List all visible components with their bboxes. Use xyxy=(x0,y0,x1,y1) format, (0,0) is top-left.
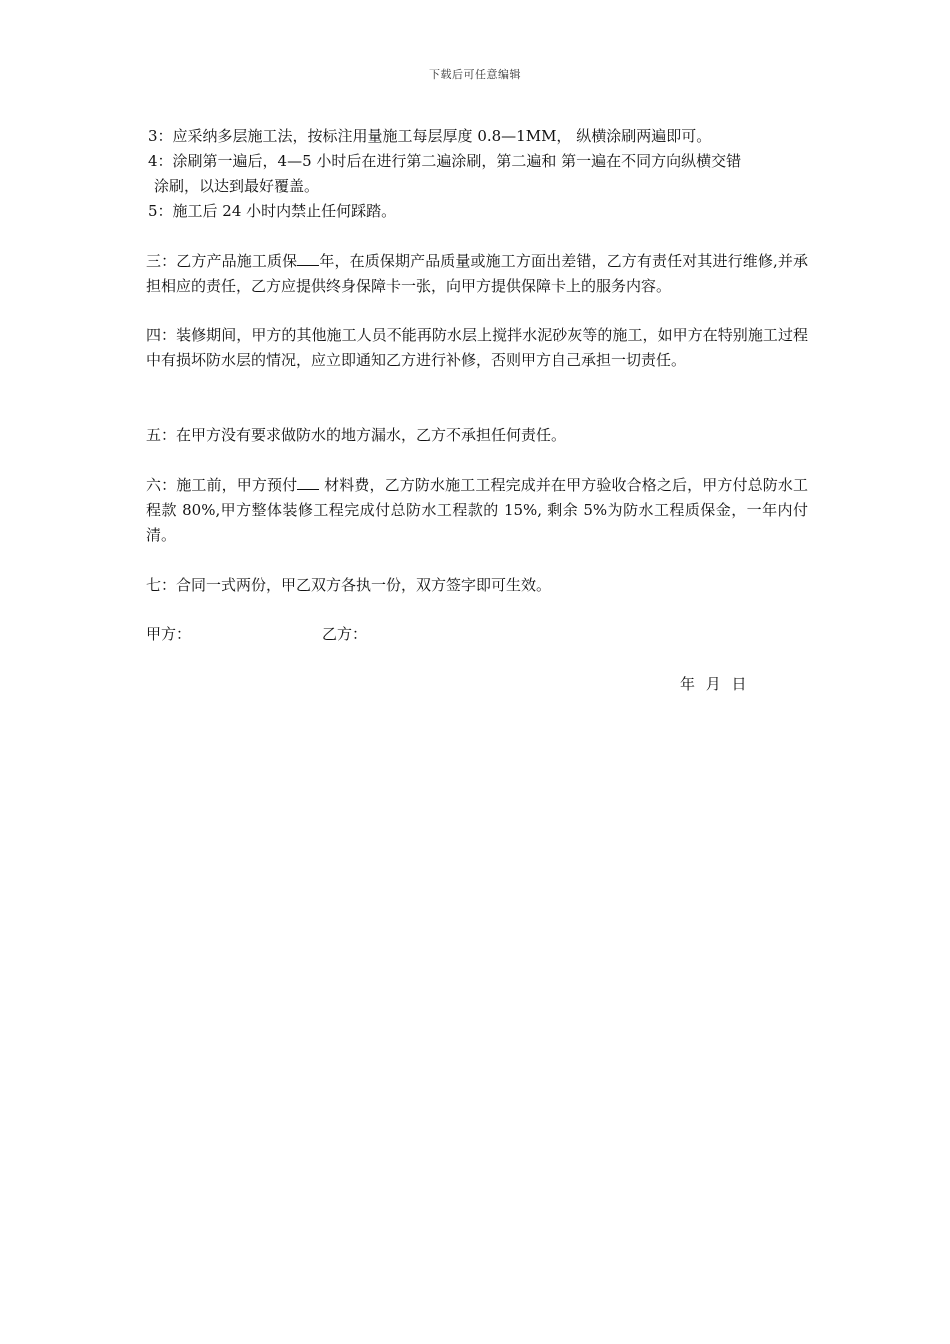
party-b-label: 乙方： xyxy=(322,625,368,643)
warranty-years-blank xyxy=(297,251,319,266)
clause-four-text: 四：装修期间，甲方的其他施工人员不能再防水层上搅拌水泥砂灰等的施工，如甲方在特别施工过程中有损坏防水层的情况，应立即通知乙方进行补修，否则甲方自己承担一切责任。 xyxy=(146,326,808,369)
prepayment-blank xyxy=(297,475,319,490)
clause-three-rest: 年，在质保期产品质量或施工方面出差错，乙方有责任对其进行维修,并承担相应的责任，乙方应提供终身保障卡一张，向甲方提供保障卡上的服务内容。 xyxy=(146,252,808,295)
clause-five-text: 五：在甲方没有要求做防水的地方漏水，乙方不承担任何责任。 xyxy=(146,426,567,444)
header-note: 下载后可任意编辑 xyxy=(429,68,521,81)
clause-three xyxy=(146,249,808,299)
clause-seven xyxy=(146,573,808,598)
construction-steps xyxy=(146,124,810,224)
party-a-label: 甲方： xyxy=(146,625,192,643)
signature-row xyxy=(146,622,367,647)
clause-three-start: 三：乙方产品施工质保 xyxy=(146,252,298,270)
date-line: 年 月 日 xyxy=(680,675,747,693)
step-4-line-2: 涂刷，以达到最好覆盖。 xyxy=(154,177,320,195)
step-5: 5：施工后 24 小时内禁止任何踩踏。 xyxy=(148,202,397,220)
clause-six-start: 六：施工前，甲方预付 xyxy=(146,476,298,494)
clause-seven-text: 七：合同一式两份，甲乙双方各执一份，双方签字即可生效。 xyxy=(146,576,552,594)
step-4-line-1: 4：涂刷第一遍后，4—5 小时后在进行第二遍涂刷，第二遍和 第一遍在不同方向纵横交错 xyxy=(148,152,742,170)
clause-six-rest: 材料费，乙方防水施工工程完成并在甲方验收合格之后，甲方付总防水工程款 80%,甲方整体装修工程完成付总防水工程款的 15%, 剩余 5%为防水工程质保金，一年内付清。 xyxy=(146,476,808,544)
clause-six xyxy=(146,473,808,548)
step-3: 3：应采纳多层施工法，按标注用量施工每层厚度 0.8—1MM， 纵横涂刷两遍即可。 xyxy=(148,127,712,145)
clause-five xyxy=(146,423,808,448)
clause-four xyxy=(146,323,808,373)
